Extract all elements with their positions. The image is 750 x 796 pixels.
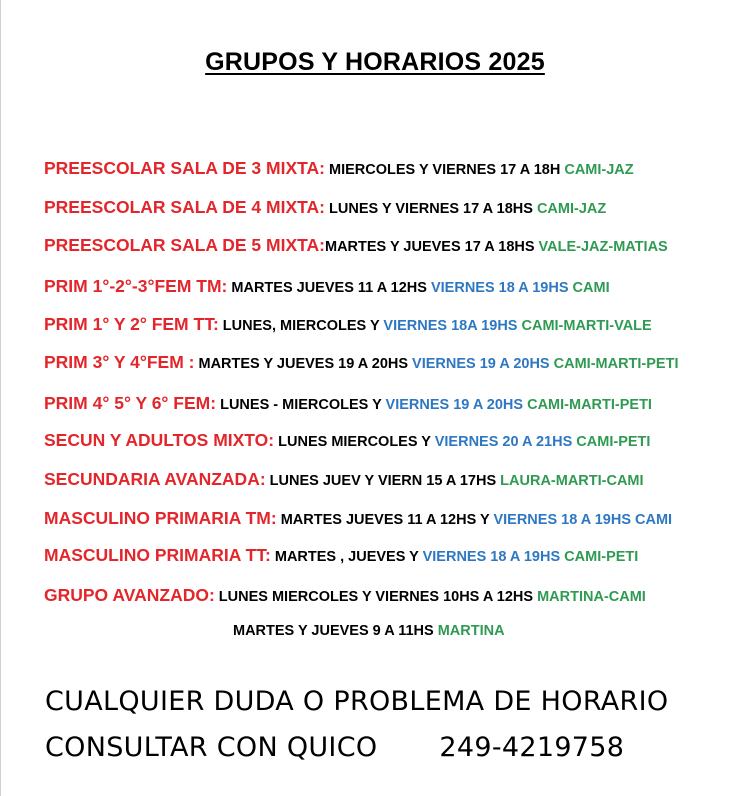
group-row	[44, 314, 652, 335]
group-schedule: MARTES Y JUEVES 17 A 18HS	[325, 239, 535, 255]
group-schedule: LUNES Y VIERNES 17 A 18HS	[325, 201, 533, 217]
extra-teachers: MARTINA	[433, 623, 505, 639]
group-category: MASCULINO PRIMARIA TT:	[44, 545, 271, 565]
group-schedule: MARTES Y JUEVES 19 A 20HS	[194, 356, 409, 372]
group-category: MASCULINO PRIMARIA TM:	[44, 508, 277, 528]
group-teachers: VALE-JAZ-MATIAS	[534, 239, 668, 255]
group-category: PRIM 3° Y 4°FEM :	[44, 352, 195, 372]
group-row	[44, 276, 610, 297]
group-teachers: CAMI-JAZ	[560, 162, 634, 178]
group-extra-schedule: VIERNES 18 A 19HS	[426, 280, 569, 296]
group-extra-schedule: VIERNES 18A 19HS	[379, 318, 518, 334]
group-schedule: LUNES MIERCOLES Y	[274, 434, 431, 450]
group-extra-schedule: VIERNES 18 A 19HS	[418, 549, 561, 565]
group-row	[44, 430, 650, 451]
phone-number: 249-4219758	[439, 732, 625, 763]
group-row	[44, 393, 652, 414]
group-category: PRIM 1° Y 2° FEM TT:	[44, 314, 219, 334]
group-category: PREESCOLAR SALA DE 3 MIXTA:	[44, 158, 325, 178]
group-row	[44, 585, 646, 606]
group-schedule: LUNES, MIERCOLES Y	[218, 318, 380, 334]
page-title: GRUPOS Y HORARIOS 2025	[205, 48, 545, 76]
group-category: GRUPO AVANZADO:	[44, 585, 215, 605]
group-row	[44, 158, 634, 179]
group-category: SECUN Y ADULTOS MIXTO:	[44, 430, 275, 450]
group-category: PRIM 1°-2°-3°FEM TM:	[44, 276, 228, 296]
group-category: PREESCOLAR SALA DE 5 MIXTA:	[44, 235, 325, 255]
footer-line-2	[45, 732, 624, 763]
group-teachers: CAMI-PETI	[560, 549, 639, 565]
extra-schedule-line	[233, 622, 505, 640]
group-schedule: MARTES JUEVES 11 A 12HS	[227, 280, 427, 296]
group-extra-schedule: VIERNES 18 A 19HS CAMI	[489, 512, 673, 528]
left-border	[0, 0, 1, 796]
group-row	[44, 197, 606, 218]
group-teachers: CAMI-MARTI-PETI	[549, 356, 679, 372]
group-teachers: MARTINA-CAMI	[533, 589, 646, 605]
group-teachers: CAMI-MARTI-PETI	[523, 397, 652, 413]
group-row	[44, 235, 668, 256]
group-category: PREESCOLAR SALA DE 4 MIXTA:	[44, 197, 325, 217]
group-row	[44, 469, 644, 490]
extra-schedule: MARTES Y JUEVES 9 A 11HS	[233, 623, 434, 639]
group-teachers: CAMI-PETI	[572, 434, 651, 450]
group-extra-schedule: VIERNES 19 A 20HS	[408, 356, 550, 372]
group-teachers: CAMI	[568, 280, 610, 296]
group-extra-schedule: VIERNES 20 A 21HS	[430, 434, 573, 450]
group-teachers: CAMI-JAZ	[532, 201, 607, 217]
group-row	[44, 508, 672, 529]
group-category: SECUNDARIA AVANZADA:	[44, 469, 266, 489]
group-schedule: LUNES JUEV Y VIERN 15 A 17HS	[265, 473, 497, 489]
group-teachers: CAMI-MARTI-VALE	[517, 318, 652, 334]
group-schedule: MIERCOLES Y VIERNES 17 A 18H	[325, 162, 561, 178]
group-extra-schedule: VIERNES 19 A 20HS	[381, 397, 524, 413]
footer-line-1: CUALQUIER DUDA O PROBLEMA DE HORARIO	[45, 686, 669, 717]
group-row	[44, 352, 678, 373]
group-schedule: MARTES JUEVES 11 A 12HS Y	[276, 512, 490, 528]
group-schedule: LUNES - MIERCOLES Y	[216, 397, 382, 413]
group-row	[44, 545, 638, 566]
footer-contact-text: CONSULTAR CON QUICO	[45, 732, 378, 763]
group-schedule: MARTES , JUEVES Y	[270, 549, 419, 565]
group-category: PRIM 4° 5° Y 6° FEM:	[44, 393, 217, 413]
group-teachers: LAURA-MARTI-CAMI	[496, 473, 644, 489]
group-schedule: LUNES MIERCOLES Y VIERNES 10HS A 12HS	[214, 589, 534, 605]
